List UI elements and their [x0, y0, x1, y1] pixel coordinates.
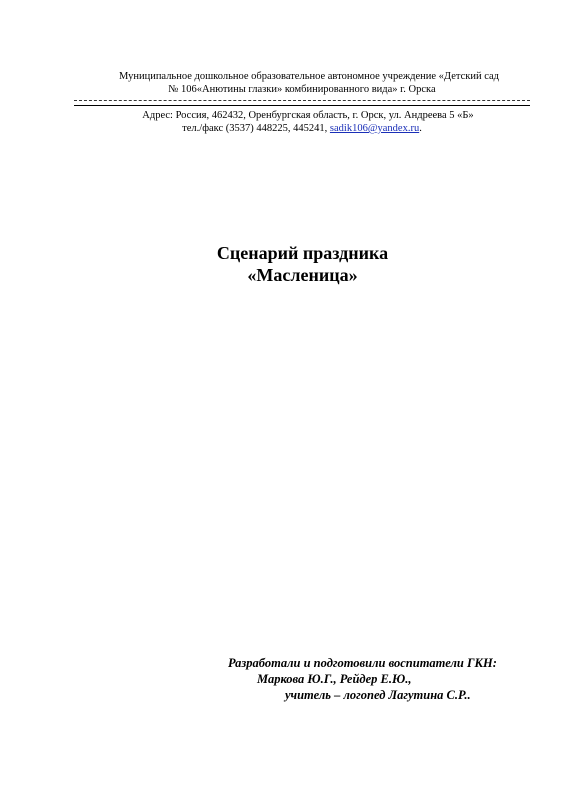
authors-line-3: учитель – логопед Лагутина С.Р..	[285, 688, 471, 702]
contact-line	[74, 122, 530, 135]
email-suffix: .	[419, 123, 422, 134]
organization-name-line-1: Муниципальное дошкольное образовательное автономное учреждение «Детский сад	[119, 71, 499, 82]
dashed-rule	[74, 100, 530, 101]
phone-fax: тел./факс (3537) 448225, 445241,	[182, 123, 328, 134]
letterhead	[74, 70, 530, 135]
letterhead-divider	[74, 99, 530, 108]
authors-block	[228, 655, 497, 703]
authors-line-1: Разработали и подготовили воспитатели ГКН:	[228, 656, 497, 670]
title-line-2: «Масленица»	[247, 265, 358, 285]
authors-line-2: Маркова Ю.Г., Рейдер Е.Ю.,	[257, 672, 412, 686]
organization-name-line-2: № 106«Анютины глазки» комбинированного вида» г. Орска	[168, 84, 436, 95]
solid-rule	[74, 105, 530, 106]
document-title	[0, 242, 565, 286]
email-link[interactable]: sadik106@yandex.ru	[329, 123, 420, 134]
title-line-1: Сценарий праздника	[216, 243, 389, 263]
address-line: Адрес: Россия, 462432, Оренбургская область, г. Орск, ул. Андреева 5 «Б»	[142, 110, 474, 121]
